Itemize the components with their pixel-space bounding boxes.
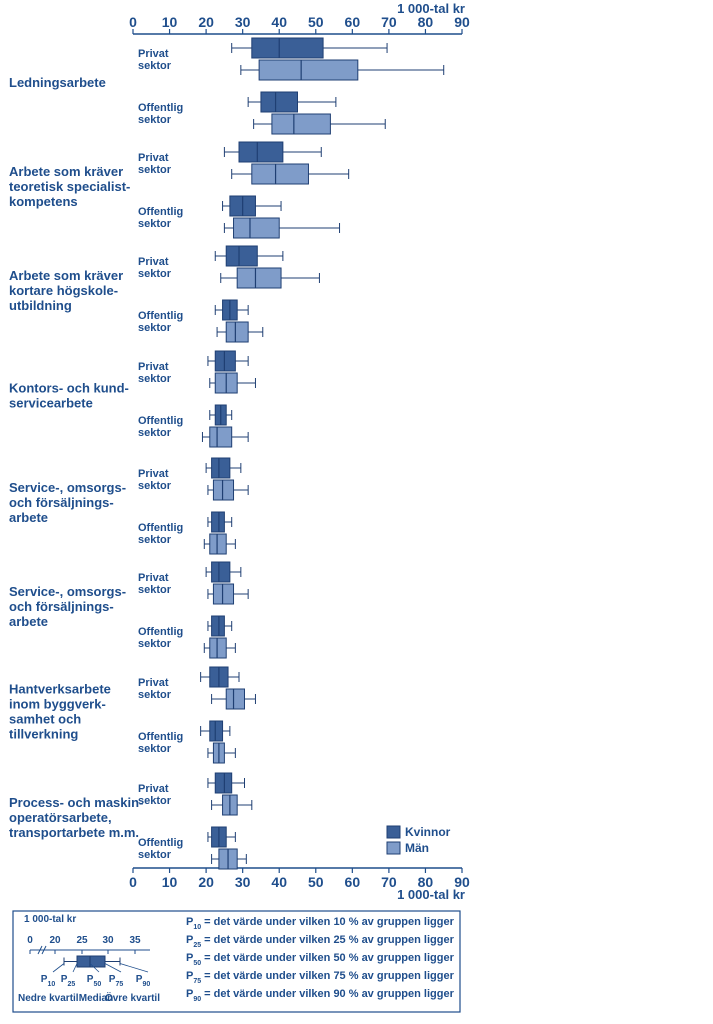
legend bbox=[387, 825, 451, 855]
iqr-box bbox=[212, 616, 225, 636]
box-man bbox=[210, 373, 256, 393]
occupation-label: och försäljnings- bbox=[9, 495, 114, 510]
box-man bbox=[212, 689, 256, 709]
tick-label: 60 bbox=[344, 14, 361, 30]
box-kvinnor bbox=[223, 196, 281, 216]
occupation-label: Service-, omsorgs- bbox=[9, 584, 127, 599]
sector-label: Offentlig bbox=[138, 415, 184, 427]
box-man bbox=[208, 584, 248, 604]
occupation-label: Service-, omsorgs- bbox=[9, 480, 127, 495]
sector-label: Privat bbox=[138, 48, 169, 60]
box-kvinnor bbox=[248, 92, 336, 112]
sector-label: Privat bbox=[138, 256, 169, 268]
top-axis bbox=[129, 14, 470, 34]
tick-label: 20 bbox=[198, 874, 214, 890]
key-p-label: $P_{25}$ bbox=[60, 974, 76, 988]
iqr-box bbox=[210, 638, 226, 658]
tick-label: 0 bbox=[129, 874, 137, 890]
box-man bbox=[212, 849, 247, 869]
occupation-label: utbildning bbox=[9, 298, 72, 313]
key-definitions bbox=[186, 916, 455, 1003]
occupation-label: tillverkning bbox=[9, 726, 79, 742]
sector-label: sektor bbox=[138, 795, 172, 807]
iqr-box bbox=[210, 534, 226, 554]
legend-swatch-man bbox=[387, 842, 400, 854]
sector-label: sektor bbox=[138, 60, 172, 72]
box-man bbox=[232, 164, 349, 184]
occupation-label: inom byggverk- bbox=[9, 696, 106, 712]
sector-label: Privat bbox=[138, 783, 169, 795]
box-kvinnor bbox=[201, 721, 230, 741]
box-kvinnor bbox=[208, 616, 232, 636]
box-kvinnor bbox=[201, 667, 239, 687]
box-kvinnor bbox=[215, 246, 283, 266]
key-definition: $P_{75} = \det$ värde under vilken 75 % av gruppen ligger bbox=[186, 970, 454, 985]
occupation-label: Process- och maskin- bbox=[9, 795, 144, 810]
occupation-label: Arbete som kräver bbox=[9, 268, 124, 283]
occupation-label: servicearbete bbox=[9, 395, 93, 411]
key-p-label: $P_{75}$ bbox=[108, 974, 124, 988]
sector-label: Privat bbox=[138, 468, 169, 480]
key-pointer bbox=[105, 964, 121, 973]
box-man bbox=[208, 480, 248, 500]
tick-label: 40 bbox=[271, 874, 288, 890]
top-unit-label: 1 000-tal kr bbox=[397, 1, 465, 16]
iqr-box bbox=[261, 92, 298, 112]
iqr-box bbox=[237, 268, 281, 288]
box-man bbox=[202, 427, 248, 447]
iqr-box bbox=[212, 512, 225, 532]
iqr-box bbox=[226, 246, 257, 266]
sector-label: sektor bbox=[138, 743, 172, 755]
box-kvinnor bbox=[208, 827, 235, 847]
plot-area bbox=[9, 38, 444, 869]
key-quartile-label: Övre kvartil bbox=[104, 993, 160, 1004]
sector-label: sektor bbox=[138, 218, 172, 230]
key-pointer bbox=[53, 964, 64, 973]
iqr-box bbox=[212, 562, 230, 582]
tick-label: 30 bbox=[234, 874, 251, 890]
key-definition: $P_{25} = \det$ värde under vilken 25 % av gruppen ligger bbox=[186, 934, 454, 949]
tick-label: 10 bbox=[161, 14, 178, 30]
key-tick-label: 0 bbox=[27, 935, 33, 946]
occupation-label: Hantverksarbete bbox=[9, 681, 111, 697]
iqr-box bbox=[215, 351, 235, 371]
tick-label: 20 bbox=[198, 14, 214, 30]
key-p-label: $P_{50}$ bbox=[86, 974, 102, 988]
sector-label: Offentlig bbox=[138, 731, 184, 743]
key-definition: $P_{90} = \det$ värde under vilken 90 % av gruppen ligger bbox=[186, 988, 454, 1003]
key-quartile-label: Nedre kvartil bbox=[18, 993, 79, 1004]
box-kvinnor bbox=[210, 405, 232, 425]
key-p-label: $P_{10}$ bbox=[40, 974, 56, 988]
sector-label: sektor bbox=[138, 638, 172, 650]
key-pointer bbox=[73, 964, 77, 973]
tick-label: 50 bbox=[307, 14, 324, 30]
sector-label: sektor bbox=[138, 849, 172, 861]
key-tick-label: 30 bbox=[102, 935, 114, 946]
iqr-box bbox=[212, 458, 230, 478]
iqr-box bbox=[215, 773, 231, 793]
iqr-box bbox=[234, 218, 280, 238]
iqr-box bbox=[226, 322, 248, 342]
sector-label: Privat bbox=[138, 677, 169, 689]
occupation-label: arbete bbox=[9, 614, 49, 629]
occupation-label: Ledningsarbete bbox=[9, 75, 106, 90]
box-man bbox=[221, 268, 320, 288]
sector-label: Offentlig bbox=[138, 522, 184, 534]
iqr-box bbox=[210, 721, 223, 741]
occupation-label: teoretisk specialist- bbox=[9, 179, 131, 194]
box-man bbox=[224, 218, 339, 238]
tick-label: 60 bbox=[344, 874, 361, 890]
box-kvinnor bbox=[208, 773, 245, 793]
iqr-box bbox=[252, 164, 309, 184]
tick-label: 30 bbox=[234, 14, 251, 30]
key-tick-label: 20 bbox=[49, 935, 61, 946]
occupation-label: kortare högskole- bbox=[9, 283, 119, 298]
tick-label: 10 bbox=[161, 874, 178, 890]
iqr-box bbox=[226, 689, 244, 709]
box-man bbox=[241, 60, 444, 80]
legend-swatch-kvinnor bbox=[387, 826, 400, 838]
iqr-box bbox=[213, 480, 233, 500]
sector-label: Privat bbox=[138, 152, 169, 164]
box-man bbox=[212, 795, 252, 815]
iqr-box bbox=[213, 584, 233, 604]
occupation-label: kompetens bbox=[9, 194, 78, 209]
box-man bbox=[204, 534, 235, 554]
iqr-box bbox=[210, 427, 232, 447]
box-man bbox=[254, 114, 386, 134]
key-graphic bbox=[18, 935, 160, 1004]
explanation-box bbox=[13, 911, 460, 1012]
legend-label-kvinnor: Kvinnor bbox=[405, 825, 451, 839]
tick-label: 40 bbox=[271, 14, 288, 30]
box-kvinnor bbox=[206, 562, 241, 582]
sector-label: sektor bbox=[138, 373, 172, 385]
occupation-label: Arbete som kräver bbox=[9, 164, 124, 179]
key-p-label: $P_{90}$ bbox=[135, 974, 151, 988]
occupation-label: operatörsarbete, bbox=[9, 810, 112, 825]
key-definition: $P_{50} = \det$ värde under vilken 50 % av gruppen ligger bbox=[186, 952, 454, 967]
box-man bbox=[217, 322, 263, 342]
sector-label: sektor bbox=[138, 114, 172, 126]
sector-label: Offentlig bbox=[138, 310, 184, 322]
key-unit-label: 1 000-tal kr bbox=[24, 914, 77, 925]
key-tick-label: 35 bbox=[129, 935, 141, 946]
tick-label: 90 bbox=[454, 14, 470, 30]
box-kvinnor bbox=[206, 458, 241, 478]
tick-label: 70 bbox=[381, 874, 397, 890]
occupation-label: arbete bbox=[9, 510, 49, 525]
sector-label: Offentlig bbox=[138, 837, 184, 849]
box-man bbox=[208, 743, 235, 763]
tick-label: 70 bbox=[381, 14, 397, 30]
tick-label: 50 bbox=[307, 874, 324, 890]
box-kvinnor bbox=[215, 300, 248, 320]
sector-label: Privat bbox=[138, 572, 169, 584]
occupation-label: och försäljnings- bbox=[9, 599, 114, 614]
box-man bbox=[204, 638, 235, 658]
occupation-label: Kontors- och kund- bbox=[9, 380, 129, 396]
occupation-label: transportarbete m.m. bbox=[9, 825, 140, 840]
sector-label: sektor bbox=[138, 534, 172, 546]
key-pointer bbox=[120, 964, 148, 973]
box-kvinnor bbox=[232, 38, 387, 58]
sector-label: sektor bbox=[138, 427, 172, 439]
sector-label: sektor bbox=[138, 584, 172, 596]
key-tick-label: 25 bbox=[76, 935, 88, 946]
legend-label-man: Män bbox=[405, 841, 429, 855]
key-definition: $P_{10} = \det$ värde under vilken 10 % av gruppen ligger bbox=[186, 916, 454, 931]
sector-label: sektor bbox=[138, 480, 172, 492]
iqr-box bbox=[272, 114, 330, 134]
sector-label: Privat bbox=[138, 361, 169, 373]
box-kvinnor bbox=[208, 351, 248, 371]
box-kvinnor bbox=[224, 142, 321, 162]
tick-label: 80 bbox=[417, 874, 434, 890]
key-box bbox=[77, 956, 105, 967]
box-kvinnor bbox=[208, 512, 232, 532]
iqr-box bbox=[252, 38, 323, 58]
tick-label: 0 bbox=[129, 14, 137, 30]
sector-label: Offentlig bbox=[138, 206, 184, 218]
sector-label: Offentlig bbox=[138, 102, 184, 114]
sector-label: sektor bbox=[138, 322, 172, 334]
sector-label: Offentlig bbox=[138, 626, 184, 638]
tick-label: 80 bbox=[417, 14, 434, 30]
sector-label: sektor bbox=[138, 268, 172, 280]
occupation-label: samhet och bbox=[9, 711, 82, 727]
bottom-unit-label: 1 000-tal kr bbox=[397, 887, 465, 902]
iqr-box bbox=[259, 60, 358, 80]
iqr-box bbox=[239, 142, 283, 162]
key-quartile-label: Median bbox=[78, 993, 114, 1004]
sector-label: sektor bbox=[138, 164, 172, 176]
sector-label: sektor bbox=[138, 689, 172, 701]
tick-label: 90 bbox=[454, 874, 470, 890]
